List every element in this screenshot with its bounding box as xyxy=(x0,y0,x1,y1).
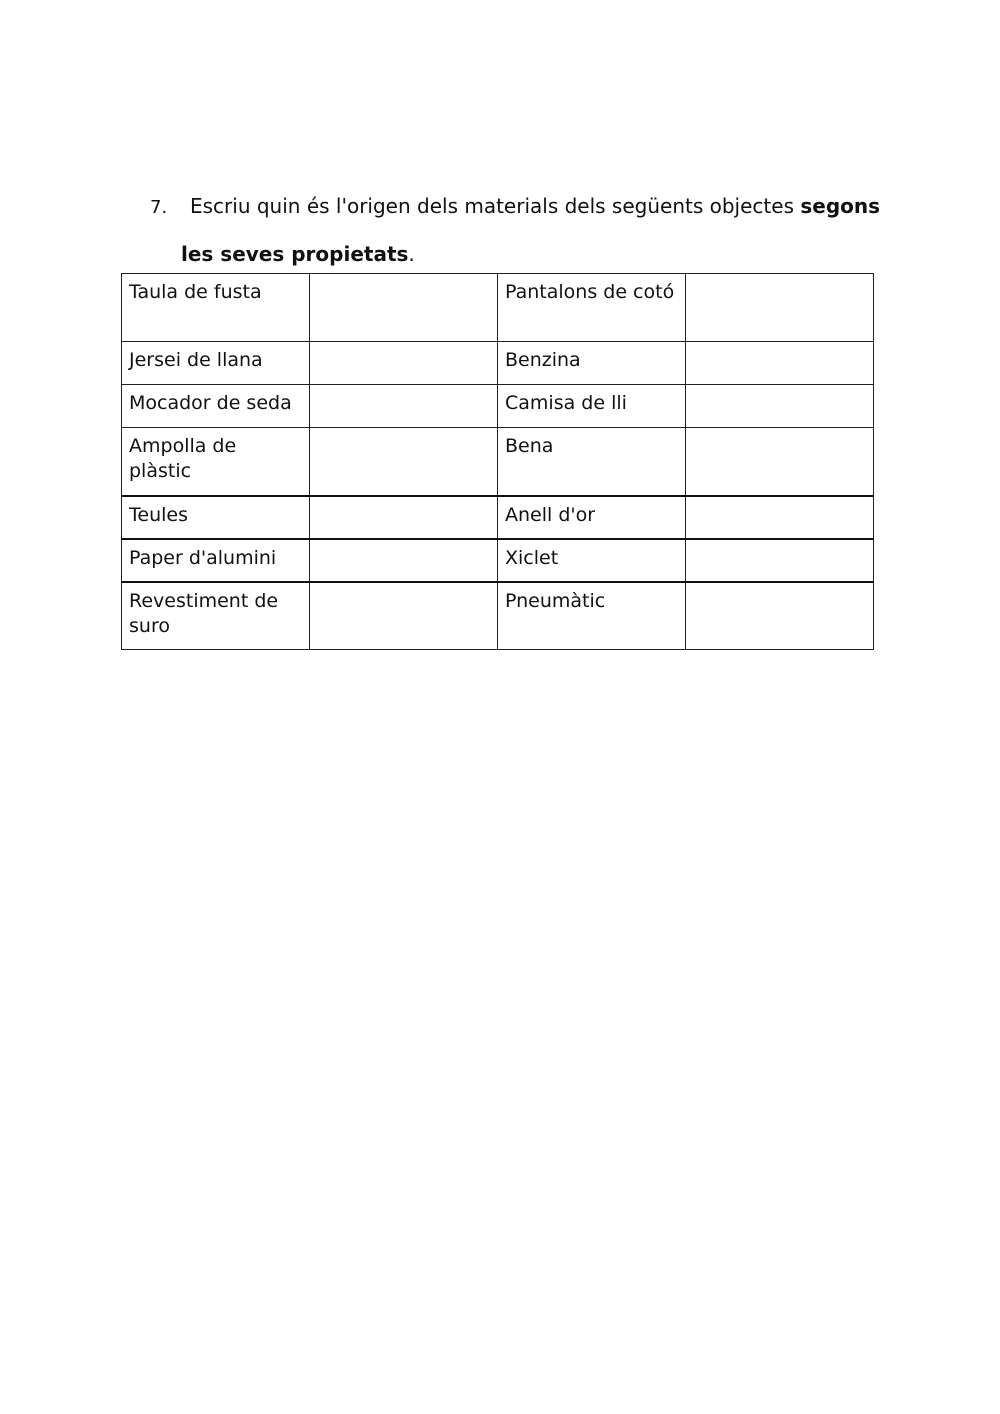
table-row xyxy=(122,428,874,496)
question-text-end: . xyxy=(408,242,415,266)
answer-cell[interactable] xyxy=(310,428,498,496)
answer-cell[interactable] xyxy=(686,539,874,582)
question-text: Escriu quin és l'origen dels materials dels següents objectes xyxy=(190,194,801,218)
answer-cell[interactable] xyxy=(310,274,498,342)
object-name-cell: Bena xyxy=(498,428,686,496)
question-text-bold-propietats: les seves propietats xyxy=(181,242,409,266)
object-name-cell: Revestiment de suro xyxy=(122,582,310,650)
object-name-cell: Teules xyxy=(122,496,310,539)
object-name-cell: Xiclet xyxy=(498,539,686,582)
question-text-bold-segons: segons xyxy=(800,194,881,218)
question-number: 7. xyxy=(150,197,168,218)
answer-cell[interactable] xyxy=(686,496,874,539)
object-name-cell: Camisa de lli xyxy=(498,385,686,428)
answer-cell[interactable] xyxy=(310,582,498,650)
table-row xyxy=(122,582,874,650)
answer-cell[interactable] xyxy=(310,496,498,539)
question-line-2 xyxy=(150,231,870,278)
answer-cell[interactable] xyxy=(686,342,874,385)
materials-table xyxy=(121,273,874,650)
object-name-cell: Jersei de llana xyxy=(122,342,310,385)
object-name-cell: Benzina xyxy=(498,342,686,385)
object-name-cell: Mocador de seda xyxy=(122,385,310,428)
answer-cell[interactable] xyxy=(686,385,874,428)
object-name-cell: Anell d'or xyxy=(498,496,686,539)
answer-cell[interactable] xyxy=(310,385,498,428)
table-row xyxy=(122,385,874,428)
answer-cell[interactable] xyxy=(686,428,874,496)
table-row xyxy=(122,274,874,342)
table-row xyxy=(122,539,874,582)
question-7 xyxy=(150,183,881,278)
object-name-cell: Pantalons de cotó xyxy=(498,274,686,342)
answer-cell[interactable] xyxy=(686,582,874,650)
answer-cell[interactable] xyxy=(310,539,498,582)
question-line-1 xyxy=(150,183,881,231)
table-row xyxy=(122,496,874,539)
answer-cell[interactable] xyxy=(686,274,874,342)
object-name-cell: Ampolla de plàstic xyxy=(122,428,310,496)
answer-cell[interactable] xyxy=(310,342,498,385)
object-name-cell: Pneumàtic xyxy=(498,582,686,650)
object-name-cell: Paper d'alumini xyxy=(122,539,310,582)
table-row xyxy=(122,342,874,385)
object-name-cell: Taula de fusta xyxy=(122,274,310,342)
